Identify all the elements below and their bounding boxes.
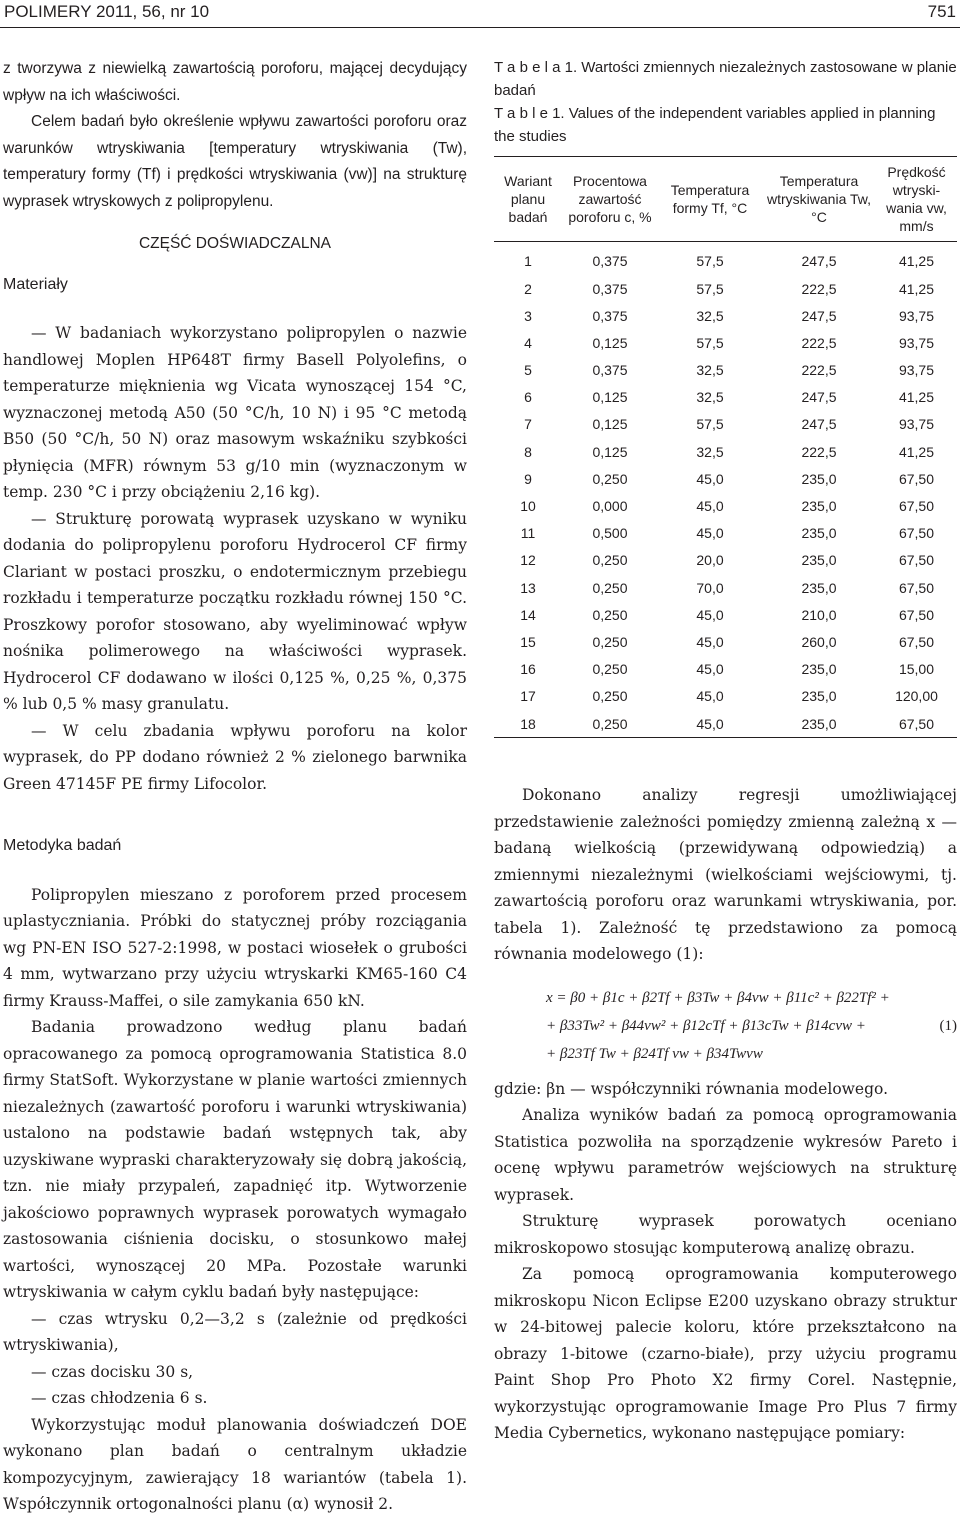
table-header-row	[494, 157, 957, 242]
variables-table	[494, 156, 957, 738]
table-cell: 9	[524, 470, 532, 487]
table-cell: 0,250	[562, 710, 658, 738]
table-row	[494, 466, 957, 493]
table-cell: 13	[520, 579, 536, 596]
equation-line-1: x = β0 + β1c + β2Tf + β3Tw + β4vw + β11c² + β22Tf² +	[546, 989, 890, 1006]
header-variant: Wariant planu badań	[494, 157, 562, 242]
table-cell: 57,5	[696, 253, 724, 270]
table-cell: 222,5	[801, 334, 837, 351]
table-row	[494, 547, 957, 574]
methods-paragraph-3: Wykorzystując moduł planowania doświadczeń DOE wykonano plan badań o centralnym układzie kompozycyjnym, zawierający 18 wariantów (tabela 1). Współczynnik ortogonalności planu (α) wynosił 2.	[3, 1415, 467, 1513]
table-row	[494, 629, 957, 656]
table-cell: 18	[494, 710, 562, 738]
table-cell: 15	[520, 633, 536, 650]
methods-paragraph-2: Badania prowadzono według planu badań opracowanego za pomocą oprogramowania Statistica 8.0 firmy StatSoft. Wykorzystane w planie wartości zmiennych niezależnych (zawartość poroforu i warunki wtryskiwania) ustalono na podstawie badań wstępnych tak, aby uzyskiwane wypraski charakteryzowały się dobrą jakością, tzn. nie miały przypaleń, zapadnięć itp. Wytworzenie jakościowo poprawnych wyprasek porowatych wymagało zastosowania ciśnienia docisku, o stosunkowo małej wartości, wynoszącej 20 MPa. Pozostałe warunki wtryskiwania w całym cyklu badań były następujące:	[3, 1018, 467, 1301]
table-cell: 0,375	[592, 280, 628, 297]
spacer	[3, 797, 467, 819]
table-cell: 15,00	[898, 661, 935, 678]
table-cell: 67,50	[898, 470, 935, 487]
table-cell: 0,250	[592, 470, 628, 487]
table-cell: 16	[520, 661, 536, 678]
table-row	[494, 710, 957, 738]
equation-line-2: + β33Tw² + β44vw² + β12cTf + β13cTw + β14cvw +	[546, 1017, 866, 1034]
table-cell: 41,25	[898, 389, 935, 406]
spacer	[494, 738, 957, 760]
table-cell: 7	[524, 416, 532, 433]
table-cell: 45,0	[696, 606, 724, 623]
table-row	[494, 493, 957, 520]
table-cell: 41,25	[898, 253, 935, 270]
methods-paragraph-1: Polipropylen mieszano z poroforem przed procesem uplastyczniania. Próbki do statycznej próby rozciągania wg PN-EN ISO 527-2:1998, w postaci wiosełek o grubości 4 mm, wytwarzano przy użyciu wtryskarki KM65-160 C4 firmy Krauss-Maffei, o sile zamykania 650 kN.	[3, 885, 467, 1010]
table-cell: 5	[524, 362, 532, 379]
table-cell: 67,50	[898, 633, 935, 650]
table-row	[494, 330, 957, 357]
table-cell: 2	[524, 280, 532, 297]
table-cell: 10	[520, 498, 536, 515]
header-injection-speed: Prędkość wtryski-wania vw, mm/s	[876, 157, 957, 242]
table-cell: 1	[524, 253, 532, 270]
table-cell: 8	[524, 443, 532, 460]
table-cell: 222,5	[801, 280, 837, 297]
table-row	[494, 683, 957, 710]
table-cell: 67,50	[898, 498, 935, 515]
table-cell: 41,25	[898, 443, 935, 460]
spacer	[3, 298, 467, 320]
table-cell: 0,125	[592, 334, 628, 351]
regression-paragraph: Dokonano analizy regresji umożliwiającej przedstawienie zależności pomiędzy zmienną zależną x — badaną wielkością (przewidywaną odpowiedzią) a zmiennymi niezależnymi (wielkościami wejściowymi, tj. zawartością poroforu oraz warunkami wtryskiwania, por. tabela 1). Zależność tę przedstawiono za pomocą równania modelowego (1):	[494, 786, 957, 964]
intro-paragraph-2: Celem badań było określenie wpływu zawartości poroforu oraz warunków wtryskiwania [temperatury wtryskiwania (Tw), temperatury formy (Tf) i prędkości wtryskiwania (vw)] na strukturę wyprasek wtryskowych z polipropylenu.	[3, 113, 467, 210]
table-cell: 235,0	[801, 525, 837, 542]
table-cell: 0,375	[592, 362, 628, 379]
table-cell: 222,5	[801, 443, 837, 460]
table-cell: 0,125	[592, 443, 628, 460]
table-cell: 93,75	[898, 307, 935, 324]
table-cell: 93,75	[898, 362, 935, 379]
table-cell: 235,0	[801, 579, 837, 596]
table-row	[494, 357, 957, 384]
table-cell: 260,0	[801, 633, 837, 650]
model-equation	[546, 984, 957, 1068]
conditions-item-3: — czas chłodzenia 6 s.	[31, 1389, 208, 1407]
table-cell: 0,000	[592, 498, 628, 515]
table-cell: 0,375	[592, 253, 628, 270]
table-cell: 0,250	[592, 688, 628, 705]
journal-name: POLIMERY 2011, 56, nr 10	[4, 2, 210, 21]
table-cell: 45,0	[696, 688, 724, 705]
spacer	[3, 860, 467, 882]
materials-item-1: — W badaniach wykorzystano polipropylen o nazwie handlowej Moplen HP648T firmy Basell Polyolefins, o temperaturze mięknienia wg Vicata wynoszącej 154 °C, wyznaczonej metodą A50 (50 °C/h, 10 N) i 95 °C metodą B50 (50 °C/h, 50 N) oraz masowym wskaźniku szybkości płynięcia (MFR) równym 53 g/10 min (wyznaczonym w temp. 230 °C i przy obciążeniu 2,16 kg).	[3, 324, 467, 501]
table-cell: 0,250	[592, 661, 628, 678]
table-row	[494, 411, 957, 438]
table-cell: 41,25	[898, 280, 935, 297]
equation-line-3: + β23Tf Tw + β24Tf vw + β34Twvw	[546, 1045, 763, 1062]
conditions-item-2: — czas docisku 30 s,	[31, 1362, 194, 1381]
table-cell: 45,0	[696, 470, 724, 487]
materials-heading: Materiały	[3, 275, 68, 293]
right-column	[494, 56, 957, 1447]
table-cell: 45,0	[658, 710, 762, 738]
table-cell: 247,5	[801, 389, 837, 406]
table-row	[494, 384, 957, 411]
table-cell: 45,0	[696, 661, 724, 678]
table-row	[494, 302, 957, 329]
table-cell: 57,5	[696, 334, 724, 351]
microscope-paragraph: Za pomocą oprogramowania komputerowego mikroskopu Nicon Eclipse E200 uzyskano obrazy struktur w 24-bitowej palecie koloru, które przekształcono na obrazy 1-bitowe (czarno-białe), przy użyciu programu Paint Shop Pro Photo X2 firmy Corel. Następnie, wykorzystując oprogramowanie Image Pro Plus 7 firmy Media Cybernetics, wykonano następujące pomiary:	[494, 1265, 957, 1443]
table-cell: 0,125	[592, 389, 628, 406]
structure-paragraph: Strukturę wyprasek porowatych oceniano mikroskopowo stosując komputerową analizę obrazu.	[494, 1212, 957, 1257]
table-cell: 67,50	[898, 525, 935, 542]
table-cell: 32,5	[696, 443, 724, 460]
table-cell: 0,250	[592, 606, 628, 623]
page-number: 751	[927, 2, 956, 21]
table-cell: 0,125	[592, 416, 628, 433]
table-cell: 235,0	[801, 688, 837, 705]
materials-item-3: — W celu zbadania wpływu poroforu na kolor wyprasek, do PP dodano również 2 % zielonego barwnika Green 47145F PE firmy Lifocolor.	[3, 721, 467, 793]
table-cell: 45,0	[696, 498, 724, 515]
table-cell: 3	[524, 307, 532, 324]
table-cell: 12	[520, 552, 536, 569]
header-injection-temp: Temperatura wtryskiwania Tw, °C	[762, 157, 876, 242]
table-cell: 57,5	[696, 416, 724, 433]
table-cell: 0,375	[592, 307, 628, 324]
table-cell: 14	[520, 606, 536, 623]
table-cell: 6	[524, 389, 532, 406]
table-cell: 17	[520, 688, 536, 705]
table-cell: 120,00	[895, 688, 938, 705]
table-cell: 0,250	[592, 579, 628, 596]
table-cell: 32,5	[696, 389, 724, 406]
table-cell: 45,0	[696, 525, 724, 542]
table-row	[494, 601, 957, 628]
table-row	[494, 656, 957, 683]
table-cell: 235,0	[801, 498, 837, 515]
table-cell: 11	[520, 525, 536, 542]
table-caption-pl: T a b e l a 1. Wartości zmiennych niezależnych zastosowane w planie badań	[494, 59, 957, 99]
table-cell: 67,50	[898, 606, 935, 623]
table-row	[494, 574, 957, 601]
table-row	[494, 438, 957, 465]
left-column	[3, 56, 467, 1518]
table-cell: 57,5	[696, 280, 724, 297]
running-header	[0, 0, 960, 24]
table-cell: 70,0	[696, 579, 724, 596]
table-cell: 67,50	[898, 579, 935, 596]
table-cell: 32,5	[696, 307, 724, 324]
analysis-paragraph: Analiza wyników badań za pomocą oprogramowania Statistica pozwoliła na sporządzenie wykresów Pareto i ocenę wpływu parametrów wejściowych na strukturę wyprasek.	[494, 1106, 957, 1204]
materials-item-2: — Strukturę porowatą wyprasek uzyskano w wyniku dodania do polipropylenu poroforu Hydrocerol CF firmy Clariant w postaci proszku, o endotermicznym przebiegu rozkładu i temperaturze początku rozkładu równej 150 °C. Proszkowy porofor stosowano, aby wyeliminować wpływ nośnika polimerowego na właściwości wyprasek. Hydrocerol CF dodawano w ilości 0,125 %, 0,25 %, 0,375 % lub 0,5 % masy granulatu.	[3, 509, 467, 713]
table-cell: 235,0	[801, 661, 837, 678]
table-cell: 210,0	[801, 606, 837, 623]
spacer	[494, 760, 957, 782]
table-cell: 4	[524, 334, 532, 351]
table-cell: 235,0	[801, 552, 837, 569]
table-cell: 93,75	[898, 334, 935, 351]
table-cell: 0,250	[592, 633, 628, 650]
table-row	[494, 275, 957, 302]
table-body	[494, 242, 957, 738]
section-heading: CZĘŚĆ DOŚWIADCZALNA	[138, 235, 332, 252]
table-cell: 67,50	[876, 710, 957, 738]
table-cell: 247,5	[801, 253, 837, 270]
table-cell: 20,0	[696, 552, 724, 569]
methods-heading: Metodyka badań	[3, 837, 122, 854]
table-cell: 235,0	[801, 470, 837, 487]
header-rule	[0, 27, 960, 28]
table-cell: 0,250	[592, 552, 628, 569]
table-row	[494, 520, 957, 547]
table-cell: 67,50	[898, 552, 935, 569]
equation-number: (1)	[939, 1017, 957, 1034]
header-content: Procentowa zawartość poroforu c, %	[562, 157, 658, 242]
table-caption-en: T a b l e 1. Values of the independent variables applied in planning the studies	[494, 105, 936, 145]
table-cell: 32,5	[696, 362, 724, 379]
table-row	[494, 242, 957, 276]
equation-legend: gdzie: βn — współczynniki równania modelowego.	[494, 1079, 888, 1098]
header-mold-temp: Temperatura formy Tf, °C	[658, 157, 762, 242]
conditions-item-1: — czas wtrysku 0,2—3,2 s (zależnie od prędkości wtryskiwania),	[3, 1309, 467, 1354]
table-cell: 222,5	[801, 362, 837, 379]
intro-paragraph-1: z tworzywa z niewielką zawartością poroforu, mającej decydujący wpływ na ich właściwości.	[3, 60, 467, 104]
table-cell: 0,500	[592, 525, 628, 542]
table-cell: 235,0	[762, 710, 876, 738]
table-cell: 45,0	[696, 633, 724, 650]
table-cell: 247,5	[801, 416, 837, 433]
table-cell: 93,75	[898, 416, 935, 433]
table-cell: 247,5	[801, 307, 837, 324]
